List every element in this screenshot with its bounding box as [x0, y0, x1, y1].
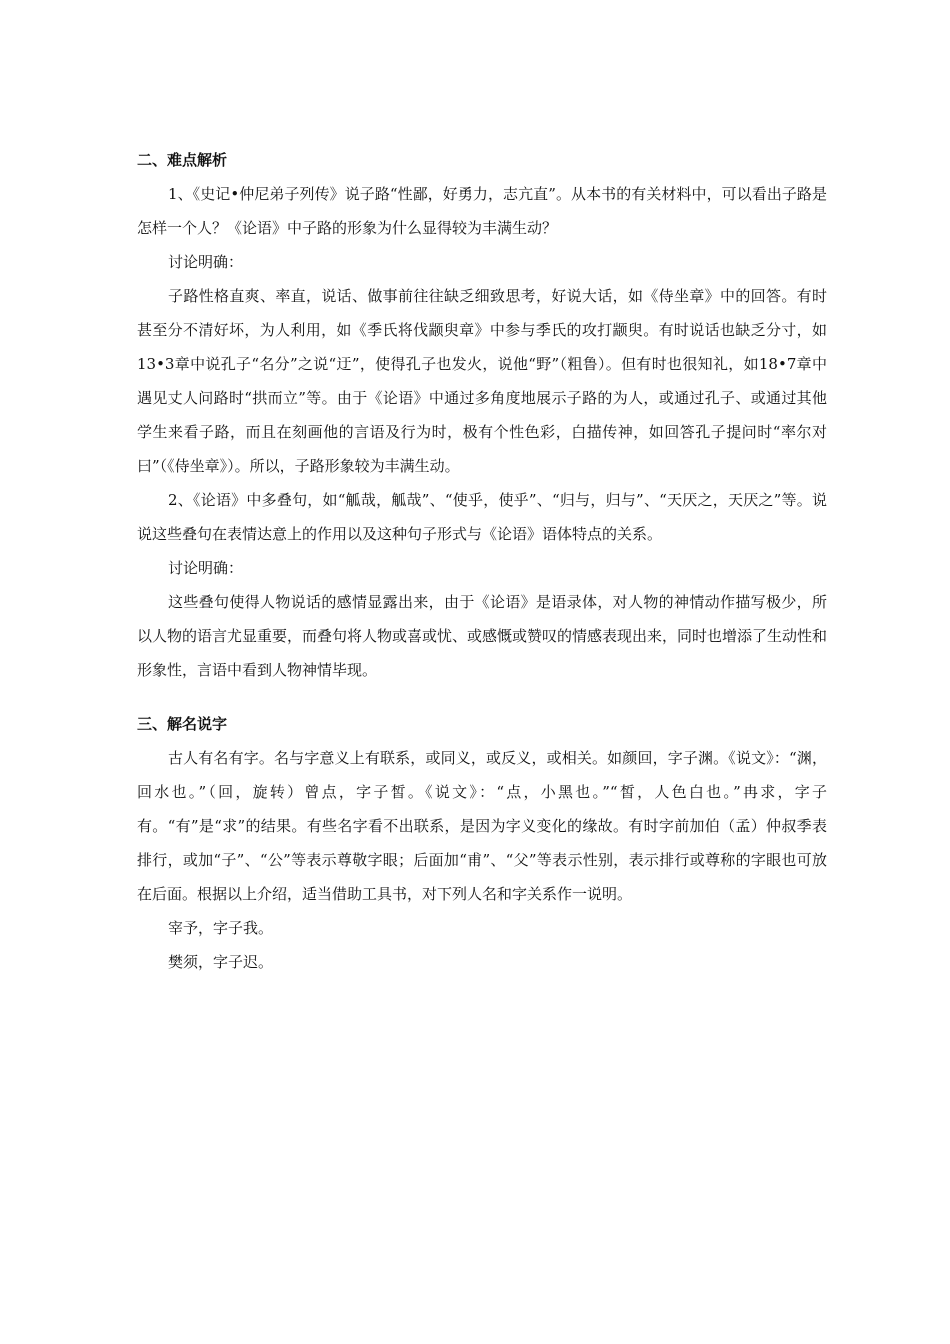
question-1-text: 1、《史记•仲尼弟子列传》说子路“性鄙，好勇力，志亢直”。从本书的有关材料中，可以看出子路是怎样一个人？《论语》中子路的形象为什么显得较为丰满生动？ [137, 185, 827, 237]
section-spacer [137, 687, 827, 707]
section-heading-names: 三、解名说字 [137, 715, 228, 733]
document-body [137, 143, 827, 979]
section-heading-difficulties: 二、难点解析 [137, 151, 228, 169]
name-item-zaiyu: 宰予，字子我。 [168, 919, 274, 937]
answer-2-text: 这些叠句使得人物说话的感情显露出来，由于《论语》是语录体，对人物的神情动作描写极少，所以人物的语言尤显重要，而叠句将人物或喜或忧、或感慨或赞叹的情感表现出来，同时也增添了生动性和形象性，言语中看到人物神情毕现。 [137, 593, 828, 679]
name-item-fanxu: 樊须，字子迟。 [168, 953, 274, 971]
discussion-label-2: 讨论明确： [168, 559, 244, 577]
names-intro-text: 古人有名有字。名与字意义上有联系，或同义，或反义，或相关。如颜回，字子渊。《说文》：“渊，回水也。”（回，旋转）曾点，字子皙。《说文》：“点，小黑也。”“皙，人色白也。”冉求，字子有。“有”是“求”的结果。有些名字看不出联系，是因为字义变化的缘故。有时字前加伯（孟）仲叔季表排行，或加“子”、“公”等表示尊敬字眼；后面加“甫”、“父”等表示性别，表示排行或尊称的字眼也可放在后面。根据以上介绍，适当借助工具书，对下列人名和字关系作一说明。 [137, 749, 827, 903]
answer-1-text: 子路性格直爽、率直，说话、做事前往往缺乏细致思考，好说大话，如《侍坐章》中的回答。有时甚至分不清好坏，为人利用，如《季氏将伐颛臾章》中参与季氏的攻打颛臾。有时说话也缺乏分寸，如13•3章中说孔子“名分”之说“迂”，使得孔子也发火，说他“野”（粗鲁）。但有时也很知礼，如18•7章中遇见丈人问路时“拱而立”等。由于《论语》中通过多角度地展示子路的为人，或通过孔子、或通过其他学生来看子路，而且在刻画他的言语及行为时，极有个性色彩，白描传神，如回答孔子提问时“率尔对曰”（《侍坐章》）。所以，子路形象较为丰满生动。 [137, 287, 827, 475]
discussion-label-1: 讨论明确： [168, 253, 244, 271]
question-2-text: 2、《论语》中多叠句，如“觚哉，觚哉”、“使乎，使乎”、“归与，归与”、“天厌之，天厌之”等。说说这些叠句在表情达意上的作用以及这种句子形式与《论语》语体特点的关系。 [137, 491, 827, 543]
